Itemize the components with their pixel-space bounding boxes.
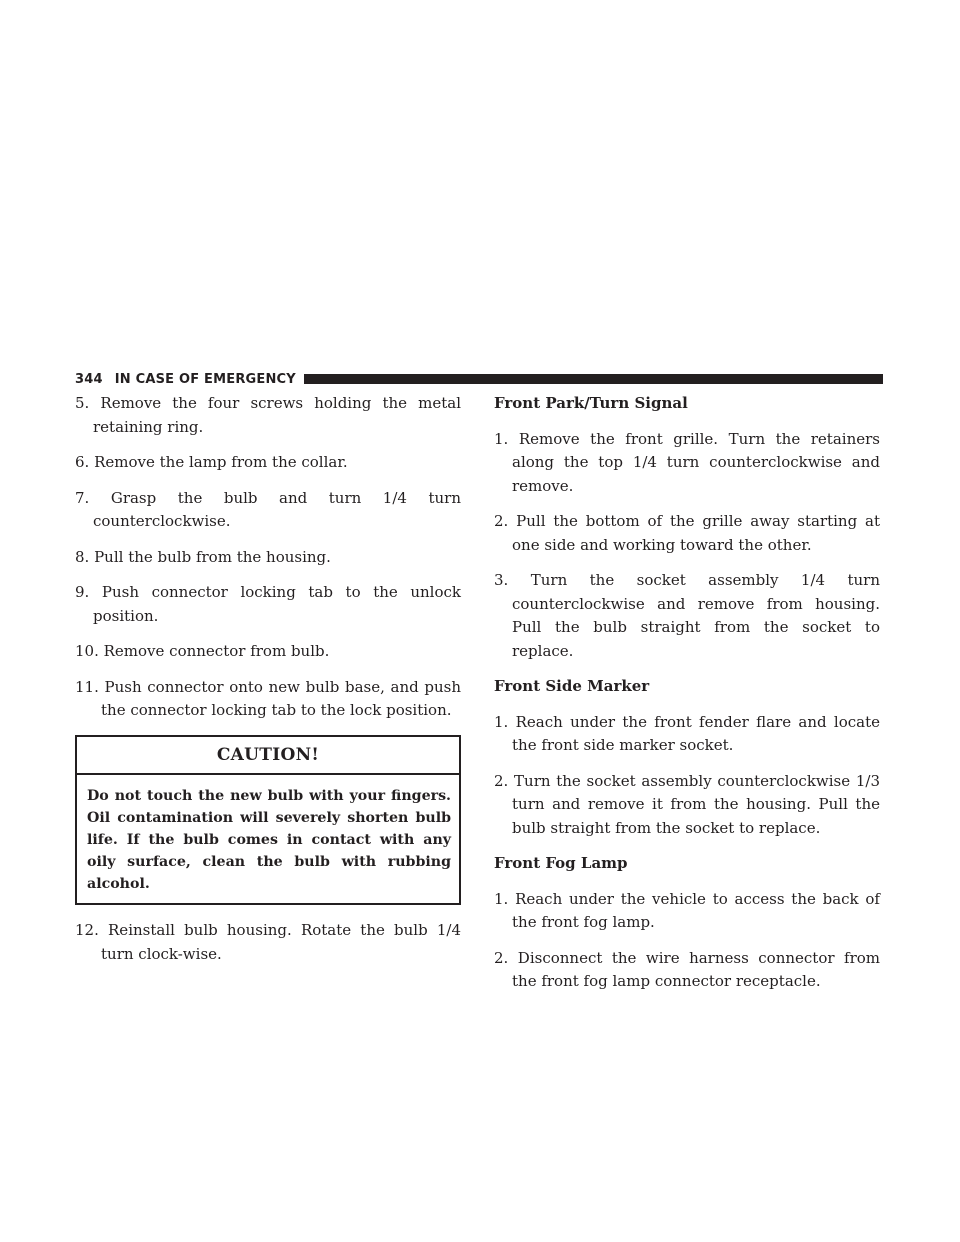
caution-box [75, 735, 461, 906]
side-marker-step-1: 1. Reach under the front fender flare and locate the front side marker socket. [494, 712, 880, 754]
step-6: 6. Remove the lamp from the collar. [75, 453, 348, 471]
fog-lamp-step-1: 1. Reach under the vehicle to access the back of the front fog lamp. [494, 889, 880, 931]
step-5: 5. Remove the four screws holding the metal retaining ring. [75, 394, 461, 436]
header-rule [304, 374, 883, 384]
step-8: 8. Pull the bulb from the housing. [75, 547, 331, 566]
step-11: 11. Push connector onto new bulb base, and push the connector locking tab to the lock position. [75, 677, 461, 719]
page-number: 344 [75, 371, 103, 387]
fog-lamp-step-2: 2. Disconnect the wire harness connector from the front fog lamp connector receptacle. [494, 948, 880, 990]
park-turn-step-3: 3. Turn the socket assembly 1/4 turn counterclockwise and remove from housing. Pull the bulb straight from the socket to replace. [494, 571, 880, 660]
right-column [494, 392, 880, 1006]
heading-front-fog-lamp: Front Fog Lamp [494, 854, 628, 872]
heading-front-park-turn-signal: Front Park/Turn Signal [494, 394, 688, 412]
section-title: IN CASE OF EMERGENCY [114, 371, 296, 387]
step-9: 9. Push connector locking tab to the unlock position. [75, 583, 461, 625]
page-header [75, 368, 883, 390]
left-column [75, 392, 461, 978]
caution-title: CAUTION! [77, 737, 459, 776]
step-12: 12. Reinstall bulb housing. Rotate the bulb 1/4 turn clock-wise. [75, 921, 461, 963]
park-turn-step-1: 1. Remove the front grille. Turn the retainers along the top 1/4 turn counterclockwise and remove. [494, 429, 880, 495]
heading-front-side-marker: Front Side Marker [494, 677, 650, 695]
park-turn-step-2: 2. Pull the bottom of the grille away starting at one side and working toward the other. [494, 512, 880, 554]
step-10: 10. Remove connector from bulb. [75, 642, 330, 660]
step-7: 7. Grasp the bulb and turn 1/4 turn counterclockwise. [75, 488, 461, 530]
caution-text: Do not touch the new bulb with your fingers. Oil contamination will severely shorten bulb life. If the bulb comes in contact with any oily surface, clean the bulb with rubbing alcohol. [87, 788, 451, 892]
side-marker-step-2: 2. Turn the socket assembly counterclockwise 1/3 turn and remove it from the housing. Pull the bulb straight from the socket to replace. [494, 771, 880, 837]
